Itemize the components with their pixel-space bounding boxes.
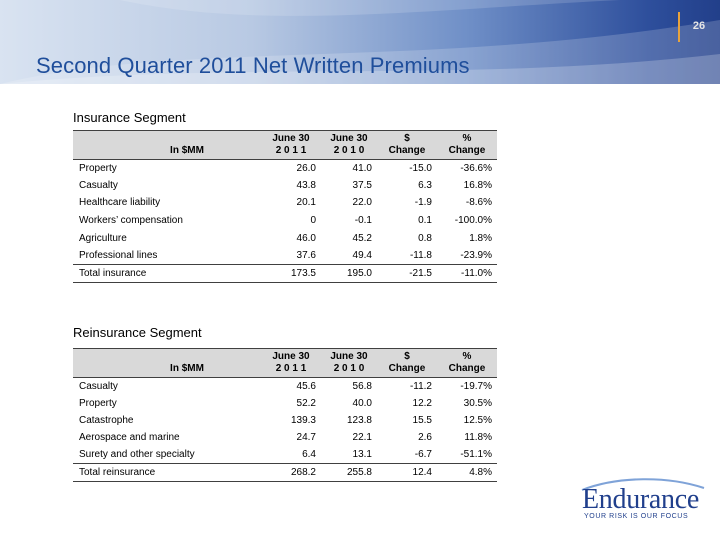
table-row: Surety and other specialty 6.4 13.1 -6.7 -51.1% [79, 449, 492, 460]
column-header-percent-change: % Change [448, 133, 486, 156]
table-row: Aerospace and marine 24.7 22.1 2.6 11.8% [79, 432, 492, 443]
insurance-section-title: Insurance Segment [73, 110, 186, 125]
slide-title: Second Quarter 2011 Net Written Premiums [36, 53, 470, 78]
table-row: Workers’ compensation 0 -0.1 0.1 -100.0% [79, 215, 492, 226]
table-total-row: Total reinsurance 268.2 255.8 12.4 4.8% [73, 464, 497, 482]
table-header-row [73, 349, 497, 378]
table-row: Catastrophe 139.3 123.8 15.5 12.5% [79, 415, 492, 426]
column-header-percent-change: % Change [448, 351, 486, 374]
logo-name: Endurance [582, 484, 700, 515]
column-header-june-2010: June 30 2 0 1 0 [330, 133, 368, 156]
endurance-logo [570, 482, 710, 526]
logo-tagline: YOUR RISK IS OUR FOCUS [584, 513, 689, 520]
table-row: Casualty 43.8 37.5 6.3 16.8% [79, 180, 492, 191]
table-row: Agriculture 46.0 45.2 0.8 1.8% [79, 233, 492, 244]
column-header-june-2010: June 30 2 0 1 0 [330, 351, 368, 374]
reinsurance-table [73, 348, 497, 482]
table-row: Property 26.0 41.0 -15.0 -36.6% [79, 163, 492, 174]
column-header-label: In $MM [170, 363, 204, 374]
column-header-june-2011: June 30 2 0 1 1 [272, 351, 310, 374]
insurance-table [73, 130, 497, 283]
reinsurance-section-title: Reinsurance Segment [73, 325, 202, 340]
page-number-divider [678, 12, 680, 42]
column-header-label: In $MM [170, 145, 204, 156]
column-header-dollar-change: $ Change [388, 351, 426, 374]
column-header-june-2011: June 30 2 0 1 1 [272, 133, 310, 156]
column-header-dollar-change: $ Change [388, 133, 426, 156]
table-row: Professional lines 37.6 49.4 -11.8 -23.9% [79, 250, 492, 261]
table-row: Casualty 45.6 56.8 -11.2 -19.7% [79, 381, 492, 392]
table-header-row [73, 131, 497, 160]
table-total-row: Total insurance 173.5 195.0 -21.5 -11.0% [73, 265, 497, 283]
page-number: 26 [692, 20, 706, 32]
table-row: Healthcare liability 20.1 22.0 -1.9 -8.6% [79, 197, 492, 208]
table-row: Property 52.2 40.0 12.2 30.5% [79, 398, 492, 409]
